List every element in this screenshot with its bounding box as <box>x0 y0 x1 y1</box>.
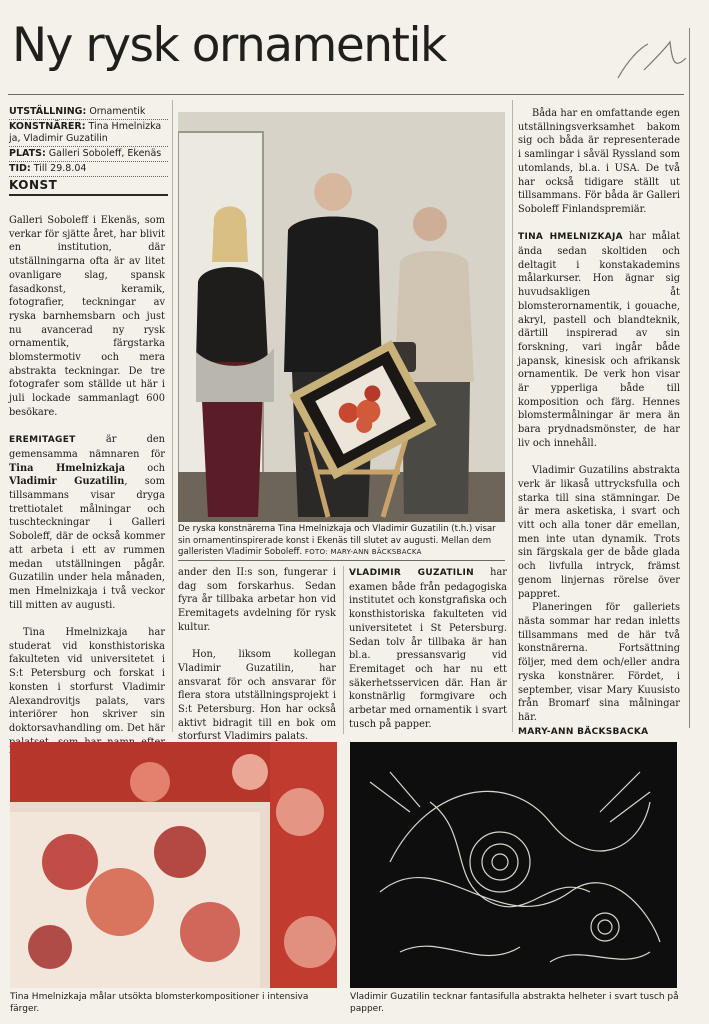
page-edge-rule <box>689 28 690 728</box>
article-column-2 <box>178 566 336 744</box>
fact-date: TID: Till 29.8.04 <box>9 163 168 177</box>
article-column-3 <box>349 566 507 731</box>
paragraph: Tina Hmelnizkaja har studerat vid konsthistoriska fakulteten vid universitetet i S:t Petersburg och forskat i konsten i storfurst Vladimir Alexandrovitjs palats, vars interiörer hon skriver sin doktorsavhandling om. Det här <box>9 627 165 734</box>
fact-artists: KONSTNÄRER: Tina Hmelnizka ja, Vladimir Guzatilin <box>9 121 168 147</box>
paragraph: Vladimir Guzatilins abstrakta verk är likaså uttrycksfulla och starka till sina stämningar. De är mera asketiska, i svart och vitt och alla toner där emellan, men inte utan dynamik. Trots sin färgskala ger de både glada och livfulla intryck, främst genom linjernas rörelse över pappret. <box>518 465 680 600</box>
fact-venue: PLATS: Galleri Soboleff, Ekenäs <box>9 148 168 162</box>
flower-painting <box>10 742 337 988</box>
photo-illustration <box>178 112 505 522</box>
column-divider <box>512 100 513 732</box>
paragraph: Hon, liksom kollegan Vladimir Guzatilin, har ansvarat för och ansvarar för flera stora utställningsprojekt i S:t Petersburg. Hon har också aktivt bidragit till en bok om storfurst Vladimirs palats. <box>178 649 336 743</box>
headline-divider <box>8 94 684 95</box>
handwritten-mark <box>610 30 690 85</box>
paragraph: Planeringen för galleriets nästa sommar har redan inletts tillsammans med de här två konstnärerna. Fortsättning följer, med dem och/eller andra ryska konstnärer. Fördet, i september, visar Mary Kuusisto från Bromarf sina målningar här. <box>518 602 680 723</box>
paragraph: VLADIMIR GUZATILIN har examen både från pedagogiska institutet och konstgrafiska och konsthistoriska fakulteten vid universitetet i St Petersburg. Sedan tolv år tillbaka är han bl.a. pressansvarig vid Eremitaget och har nu ett säkerhetsservicen där. Han är konstnärlig formgivare och arbetar med ornamentik i svart tusch på papper. <box>349 567 507 730</box>
column-divider <box>172 100 173 732</box>
ink-drawing <box>350 742 677 988</box>
fact-exhibition: UTSTÄLLNING: Ornamentik <box>9 106 168 120</box>
column-divider <box>343 566 344 734</box>
flower-painting-caption: Tina Hmelnizkaja målar utsökta blomsterkompositioner i intensiva färger. <box>10 992 309 1014</box>
article-column-1 <box>9 214 165 763</box>
article-column-4 <box>518 107 680 739</box>
photo-credit: FOTO: MARY-ANN BÄCKSBACKA <box>304 548 422 556</box>
caption-divider <box>178 560 505 561</box>
article-headline: Ny rysk ornamentik <box>12 18 446 73</box>
ink-drawing-caption: Vladimir Guzatilin tecknar fantasifulla abstrakta helheter i svart tusch på papper. <box>350 992 679 1014</box>
exhibition-facts <box>9 106 168 178</box>
paragraph: ander den II:s son, fungerar i dag som forskarhus. Sedan fyra år tillbaka arbetar hon vid Eremitagets avdelning för rysk kultur. <box>178 567 336 633</box>
section-label: KONST <box>9 178 58 192</box>
paragraph: TINA HMELNIZKAJA har målat ända sedan skoltiden och deltagit i konstakademins målarkurser. Hon ägnar sig huvudsakligen åt blomsterornamentik, i gouache, akryl, pastell och blandteknik, därtill inspirerad av sin forskning, vari ingår både japansk, kinesisk och afrikansk ornamentik. De verk hon visar är ypperliga både till komposition och färg. Hennes blomstermålningar är mera än bara prydnadsmönster, de har liv och innehåll. <box>518 231 680 449</box>
byline: MARY-ANN BÄCKSBACKA <box>518 726 649 737</box>
paragraph: EREMITAGET är den gemensamma nämnaren för Tina Hmelnizkaja och Vladimir Guzatilin, som tillsammans visar dryga trettiotalet målningar och tuschteckningar i Galleri Soboleff, där de också kommer att arbeta i ett av rummen medan utställningen pågår. Guzatilin under hela månaden, men Hmelnizkaja i två veckor till mitten av augusti. <box>9 434 165 611</box>
flower-painting-illustration <box>10 742 337 988</box>
ink-drawing-illustration <box>350 742 677 988</box>
paragraph: Båda har en omfattande egen utställningsverksamhet bakom sig och båda är representerade i samlingar i såväl Ryssland som utomlands, bl.a. i USA. De två har också tidigare ställt ut tillsammans. För båda är Galleri Soboleff Finlandspremiär. <box>518 108 680 215</box>
artists-photo <box>178 112 505 522</box>
photo-caption: De ryska konstnärerna Tina Hmelnizkaja och Vladimir Guzatilin (t.h.) visar sin ornamentinspirerade konst i Ekenäs till slutet av augusti. Mellan dem galleristen Vladimir Soboleff. FOTO: MARY-ANN BÄCKSBACKA <box>178 524 496 557</box>
section-divider <box>9 194 168 196</box>
paragraph: Galleri Soboleff i Ekenäs, som verkar för sjätte året, har blivit en institution, där utställningarna ofta är av litet ovanligare slag, spansk fasadkonst, keramik, fotografier, teckningar av ryska barnhemsbarn och just nu avancerad ny rysk ornamentik, färgstarka blomstermotiv och mera abstrakta teckningar. De tre fotografer som ställde ut här i juli lockade sammanlagt 600 besökare. <box>9 215 165 418</box>
